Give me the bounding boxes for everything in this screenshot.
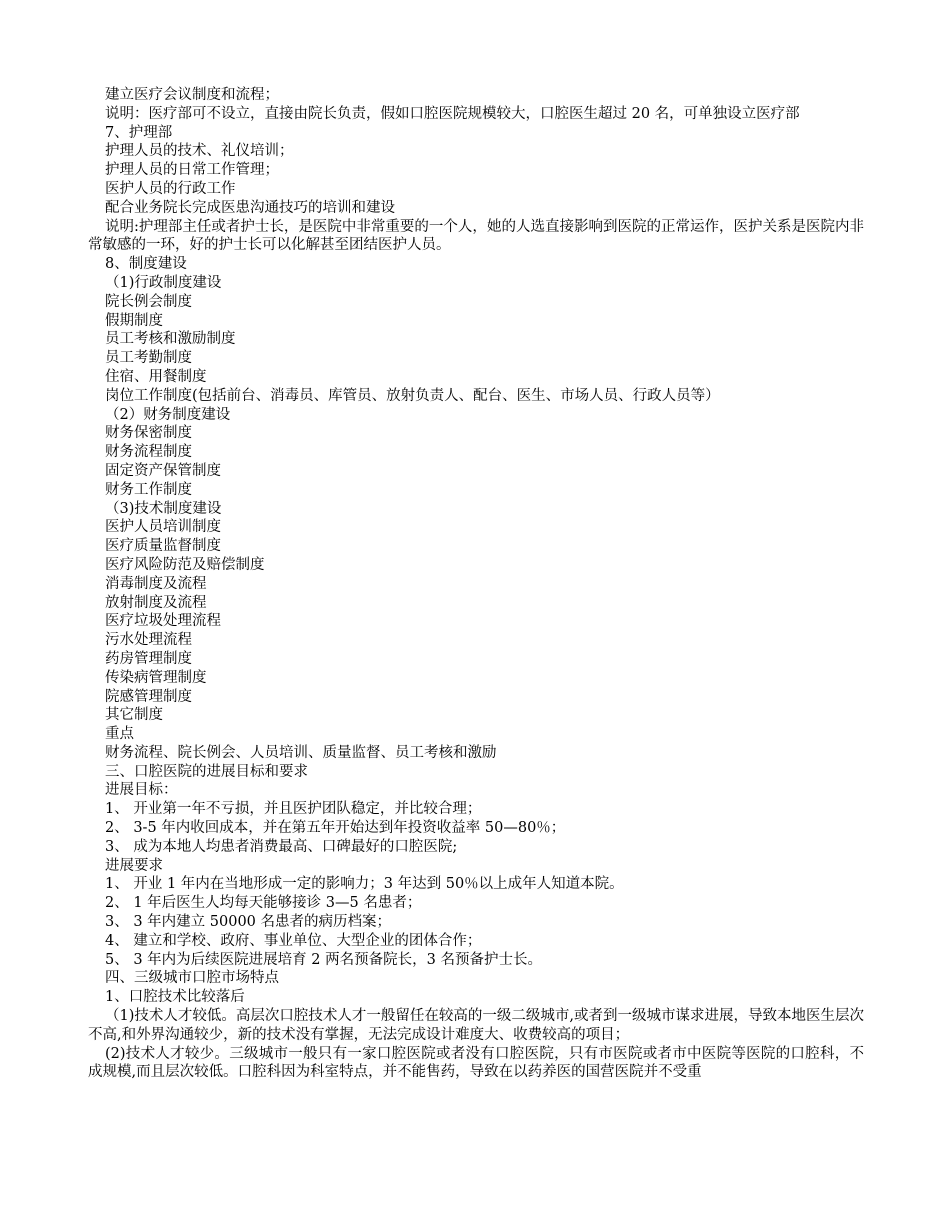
text-line: 1、口腔技术比较落后 <box>105 989 245 1006</box>
text-line: 进展目标： <box>105 782 178 799</box>
text-line: 配合业务院长完成医患沟通技巧的培训和建设 <box>105 199 395 216</box>
text-line: 固定资产保管制度 <box>105 462 221 479</box>
text-line: （2）财务制度建设 <box>105 406 231 423</box>
text-line: 2、 3-5 年内收回成本，并在第五年开始达到年投资收益率 50—80％； <box>105 820 566 837</box>
text-line: 假期制度 <box>105 312 163 329</box>
paragraph: （1)技术人才较低。高层次口腔技术人才一般留任在较高的一级二级城市,或者到一级城市谋求进展，导致本地医生层次不高,和外界沟通较少，新的技术没有掌握，无法完成设计难度大、收费较高的项目； <box>88 1008 864 1043</box>
text-line: 重点 <box>105 726 134 743</box>
text-line: 7、护理部 <box>105 124 173 141</box>
text-line: 四、三级城市口腔市场特点 <box>105 970 279 987</box>
text-line: 财务流程、院长例会、人员培训、质量监督、员工考核和激励 <box>105 744 497 761</box>
text-line: 1、 开业 1 年内在当地形成一定的影响力；3 年达到 50％以上成年人知道本院。 <box>105 876 624 893</box>
text-line: 医护人员的行政工作 <box>105 180 236 197</box>
text-line: 医疗垃圾处理流程 <box>105 613 221 630</box>
text-line: 传染病管理制度 <box>105 669 207 686</box>
text-line: 三、口腔医院的进展目标和要求 <box>105 763 308 780</box>
text-line: 财务保密制度 <box>105 425 192 442</box>
document-page <box>88 86 864 1082</box>
text-line: 3、 成为本地人均患者消费最高、口碑最好的口腔医院; <box>105 838 458 855</box>
text-line: 5、 3 年内为后续医院进展培育 2 两名预备院长，3 名预备护士长。 <box>105 951 542 968</box>
text-line: 院长例会制度 <box>105 293 192 310</box>
text-line: 污水处理流程 <box>105 632 192 649</box>
text-line: 消毒制度及流程 <box>105 575 207 592</box>
text-line: 员工考勤制度 <box>105 350 192 367</box>
paragraph: (2)技术人才较少。三级城市一般只有一家口腔医院或者没有口腔医院，只有市医院或者市中医院等医院的口腔科，不成规模,而且层次较低。口腔科因为科室特点，并不能售药，导致在以药养医的国营医院并不受重 <box>88 1045 864 1081</box>
text-line: 3、 3 年内建立 50000 名患者的病历档案； <box>105 914 392 931</box>
text-line: 2、 1 年后医生人均每天能够接诊 3—5 名患者； <box>105 895 422 912</box>
text-line: 住宿、用餐制度 <box>105 368 207 385</box>
text-line: （3)技术制度建设 <box>105 500 222 517</box>
text-line: 财务工作制度 <box>105 481 192 498</box>
text-line: 医疗风险防范及赔偿制度 <box>105 556 265 573</box>
text-line: 8、制度建设 <box>105 256 187 273</box>
text-line: 员工考核和激励制度 <box>105 331 236 348</box>
text-line: 1、 开业第一年不亏损，并且医护团队稳定，并比较合理； <box>105 801 482 818</box>
paragraph: 说明：医疗部可不设立，直接由院长负责，假如口腔医院规模较大，口腔医生超过 20 名，可单独设立医疗部 <box>105 105 800 122</box>
text-line: 放射制度及流程 <box>105 594 207 611</box>
text-line: 药房管理制度 <box>105 650 192 667</box>
text-line: 医护人员培训制度 <box>105 519 221 536</box>
text-line: （1)行政制度建设 <box>105 274 222 291</box>
text-line: 岗位工作制度(包括前台、消毒员、库管员、放射负责人、配台、医生、市场人员、行政人员等） <box>105 387 720 404</box>
text-line: 财务流程制度 <box>105 444 192 461</box>
text-line: 建立医疗会议制度和流程； <box>105 87 279 103</box>
text-line: 进展要求 <box>105 857 163 874</box>
paragraph: 说明:护理部主任或者护士长，是医院中非常重要的一个人，她的人选直接影响到医院的正常运作，医护关系是医院内非常敏感的一环，好的护士长可以化解甚至团结医护人员。 <box>88 218 864 254</box>
text-line: 4、 建立和学校、政府、事业单位、大型企业的团体合作； <box>105 932 482 949</box>
text-line: 院感管理制度 <box>105 688 192 705</box>
text-line: 其它制度 <box>105 707 163 724</box>
text-line: 护理人员的日常工作管理； <box>105 162 279 179</box>
text-line: 医疗质量监督制度 <box>105 538 221 555</box>
text-line: 护理人员的技术、礼仪培训； <box>105 143 294 160</box>
